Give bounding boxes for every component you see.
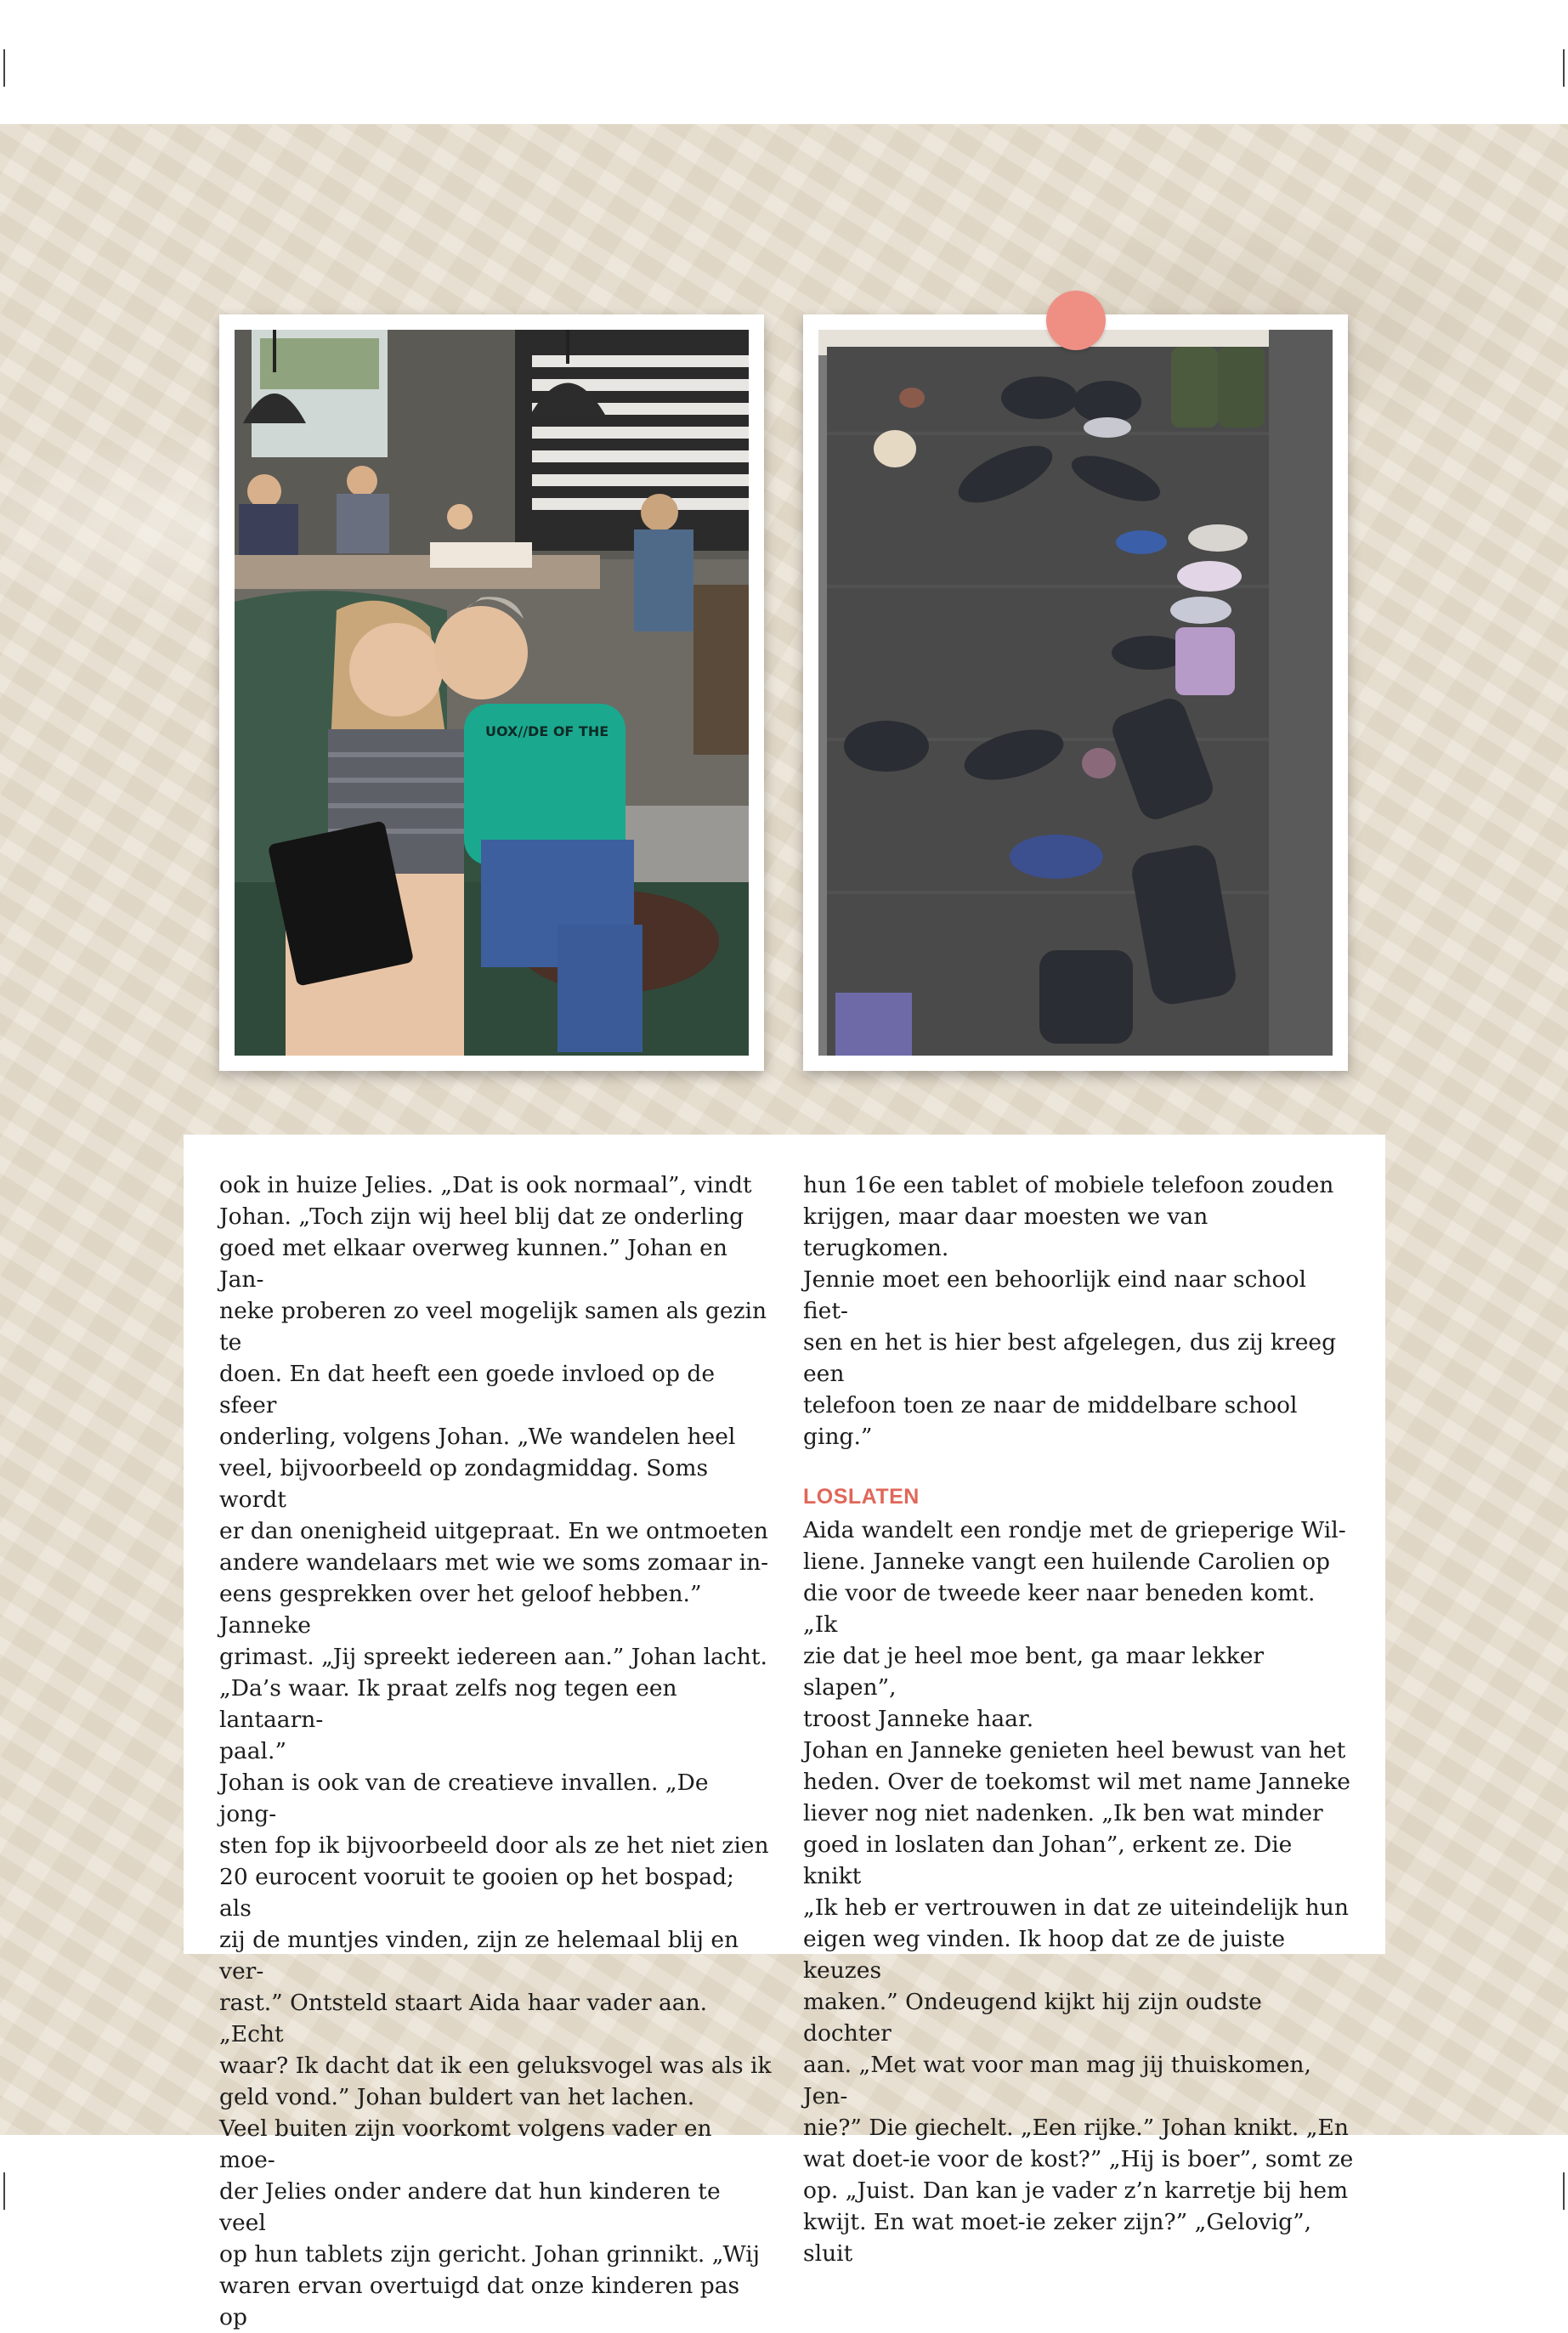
article-paragraphs-right-bottom: Aida wandelt een rondje met de grieperige Wil- liene. Janneke vangt een huilende Carolien op die voor de tweede keer naar beneden komt. „Ik zie dat je heel moe bent, ga maar lekker slapen”, troost Janneke haar. Johan en Janneke genieten heel bewust van het heden. Over de toekomst wil met name Janneke liever nog niet nadenken. „Ik ben wat minder goed in loslaten dan Johan”, erkent ze. Die knikt „Ik heb er vertrouwen in dat ze uiteindelijk hun eigen weg vinden. Ik hoop dat ze de juiste keuzes maken.” Ondeugend kijkt hij zijn oudste dochter aan. „Met wat voor man mag jij thuiskomen, Jen- nie?” Die giechelt. „Een rijke.” Johan knikt. „En wat doet-ie voor de kost?” „Hij is boer”, somt ze op. „Juist. Dan kan je vader z’n karretje bij hem kwijt. En wat moet-ie zeker zijn?” „Gelovig”, sluit [803, 1517, 1354, 2267]
crop-mark-top-right [1563, 49, 1565, 87]
pin-dot [1046, 291, 1106, 350]
article-column-right [803, 1169, 1356, 2269]
photo-frame-family-room [219, 314, 764, 1071]
photo-children-on-couch [235, 330, 749, 1056]
crop-mark-bottom-right [1563, 2172, 1565, 2210]
section-heading: LOSLATEN [803, 1485, 920, 1509]
article-paragraphs-left: ook in huize Jelies. „Dat is ook normaal”, vindt Johan. „Toch zijn wij heel blij dat ze onderling goed met elkaar overweg kunnen.” Johan en Jan- neke proberen zo veel mogelijk samen als gezin te doen. En dat heeft een goede invloed op de sfeer onderling, volgens Johan. „We wandelen heel veel, bijvoorbeeld op zondagmiddag. Soms wordt er dan onenigheid uitgepraat. En we ontmoeten andere wandelaars met wie we soms zomaar in- eens gesprekken over het geloof hebben.” Janneke grimast. „Jij spreekt iedereen aan.” Johan lacht. „Da’s waar. Ik praat zelfs nog tegen een lantaarn- paal.” Johan is ook van de creatieve invallen. „De jong- sten fop ik bijvoorbeeld door als ze het niet zien 20 eurocent vooruit te gooien op het bospad; als zij de muntjes vinden, zijn ze helemaal blij en ver- rast.” Ontsteld staart Aida haar vader aan. „Echt waar? Ik dacht dat ik een geluksvogel was als ik geld vond.” Johan buldert van het lachen. Veel buiten zijn voorkomt volgens vader en moe- der Jelies onder andere dat hun kinderen te veel op hun tablets zijn gericht. Johan grinnikt. „Wij waren ervan overtuigd dat onze kinderen pas op [219, 1172, 772, 2330]
children-on-couch-illustration [235, 330, 749, 1056]
article-column-left [219, 1169, 772, 2333]
crop-mark-top-left [3, 49, 5, 87]
photo-shoes-on-doormat [818, 330, 1333, 1056]
crop-mark-bottom-left [3, 2172, 5, 2210]
article-paragraph-right-top: hun 16e een tablet of mobiele telefoon zouden krijgen, maar daar moesten we van terugkomen. Jennie moet een behoorlijk eind naar school fiet- sen en het is hier best afgelegen, dus zij kreeg een telefoon toen ze naar de middelbare school ging.” [803, 1172, 1337, 1450]
sweater-print: UOX//DE OF THE [485, 723, 609, 739]
shoes-illustration [818, 330, 1333, 1056]
photo-frame-shoes [803, 314, 1348, 1071]
